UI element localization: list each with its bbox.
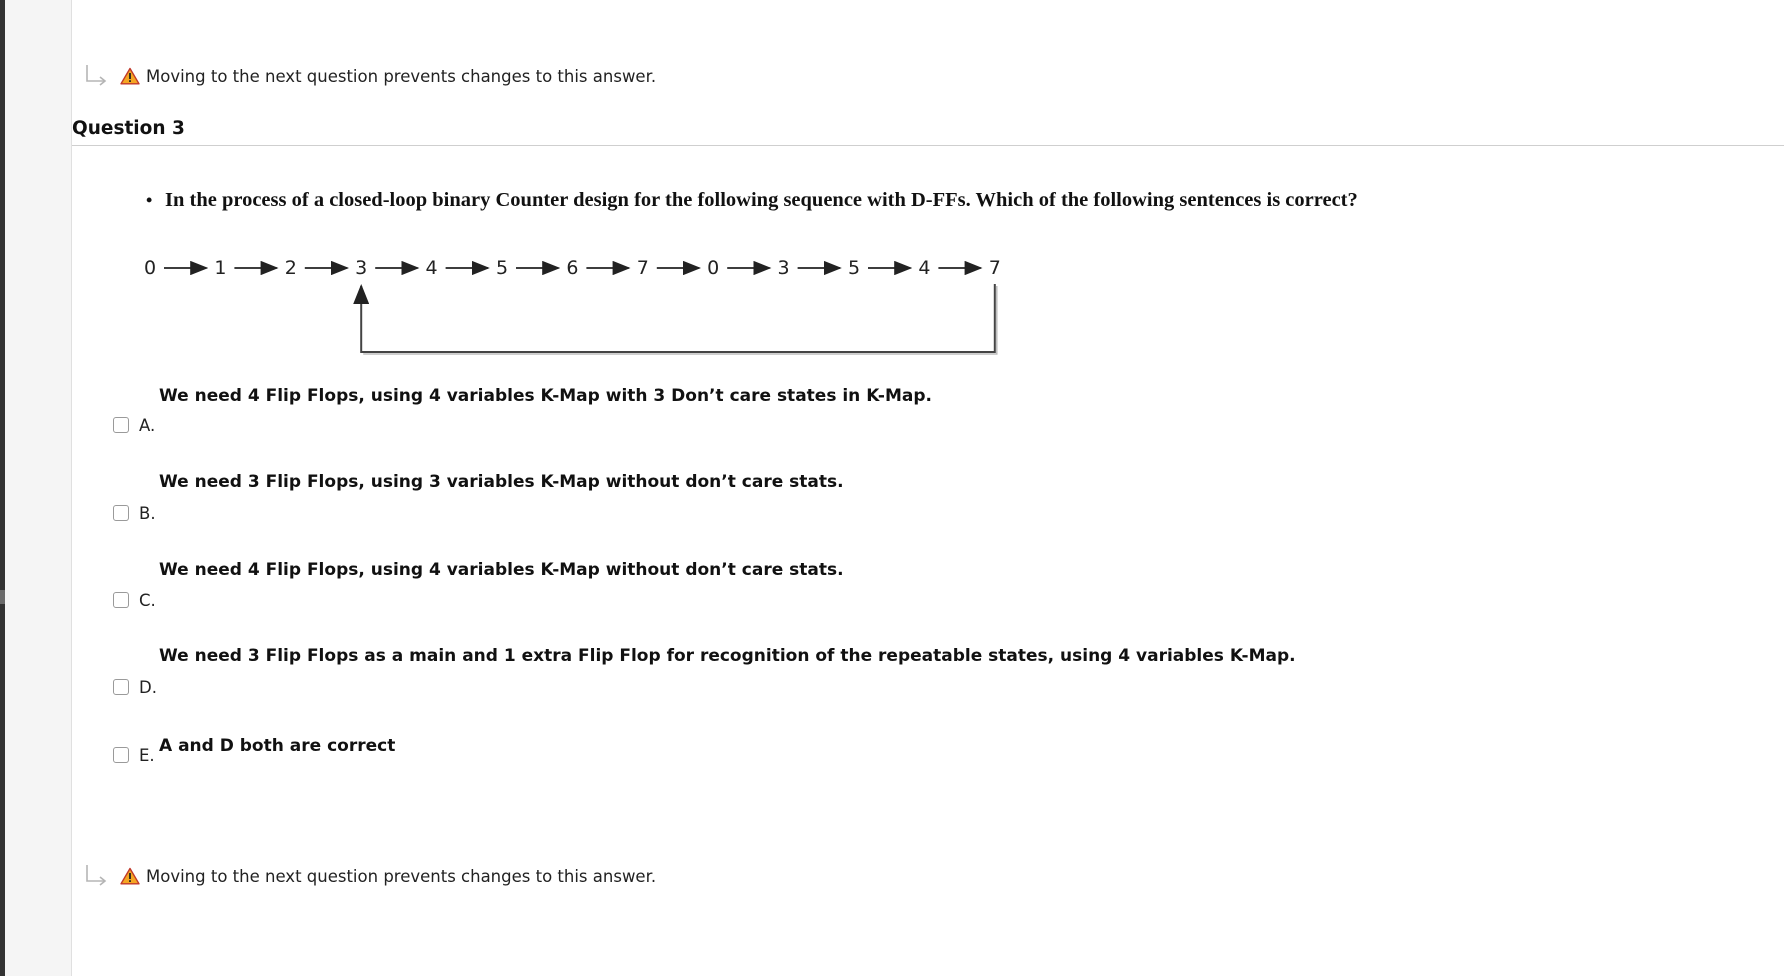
option-letter: C. <box>139 591 156 610</box>
checkbox-icon[interactable] <box>113 679 129 695</box>
warning-icon <box>120 67 140 85</box>
sequence-state: 7 <box>988 257 1001 279</box>
sequence-state: 4 <box>425 257 438 279</box>
sequence-state: 6 <box>566 257 579 279</box>
option-text: We need 4 Flip Flops, using 4 variables K-Map without don’t care stats. <box>159 560 844 580</box>
option-letter: E. <box>139 746 155 765</box>
loop-back-arrow <box>361 284 995 352</box>
sequence-state: 5 <box>847 257 861 279</box>
option-letter: D. <box>139 678 157 697</box>
return-arrow-icon <box>84 863 108 889</box>
sequence-state: 0 <box>707 257 720 279</box>
left-gutter <box>5 0 72 976</box>
warning-icon <box>120 867 140 885</box>
checkbox-icon[interactable] <box>113 417 129 433</box>
option-text: We need 3 Flip Flops, using 3 variables K-Map without don’t care stats. <box>159 472 844 492</box>
sequence-state: 1 <box>214 257 227 279</box>
bullet: • <box>146 190 153 210</box>
option-text: We need 4 Flip Flops, using 4 variables K-Map with 3 Don’t care states in K-Map. <box>159 386 932 406</box>
sequence-state: 2 <box>284 257 297 279</box>
option-text: We need 3 Flip Flops as a main and 1 extra Flip Flop for recognition of the repeatable states, using 4 variables K-Map. <box>159 646 1296 666</box>
checkbox-icon[interactable] <box>113 747 129 763</box>
option-text: A and D both are correct <box>159 736 396 756</box>
question-prompt <box>146 189 1358 212</box>
sequence-state: 7 <box>636 257 649 279</box>
option-letter: B. <box>139 504 156 523</box>
bottom-warning <box>84 862 656 890</box>
sequence-state: 3 <box>777 257 790 279</box>
warning-text: Moving to the next question prevents changes to this answer. <box>146 66 657 86</box>
sequence-state: 3 <box>355 257 368 279</box>
question-divider <box>72 145 1784 146</box>
sequence-state: 5 <box>495 257 509 279</box>
top-warning <box>84 62 656 90</box>
sequence-state: 0 <box>143 257 157 279</box>
sequence-state: 4 <box>918 257 931 279</box>
question-title: Question 3 <box>72 118 185 139</box>
loop-back-shadow <box>363 286 997 354</box>
sequence-diagram <box>140 252 1020 360</box>
question-prompt-text: In the process of a closed-loop binary Counter design for the following sequence with D-FFs. Which of the following sentences is correct? <box>165 189 1358 211</box>
option-letter: A. <box>139 416 156 435</box>
checkbox-icon[interactable] <box>113 592 129 608</box>
warning-text: Moving to the next question prevents changes to this answer. <box>146 866 657 886</box>
return-arrow-icon <box>84 63 108 89</box>
checkbox-icon[interactable] <box>113 505 129 521</box>
